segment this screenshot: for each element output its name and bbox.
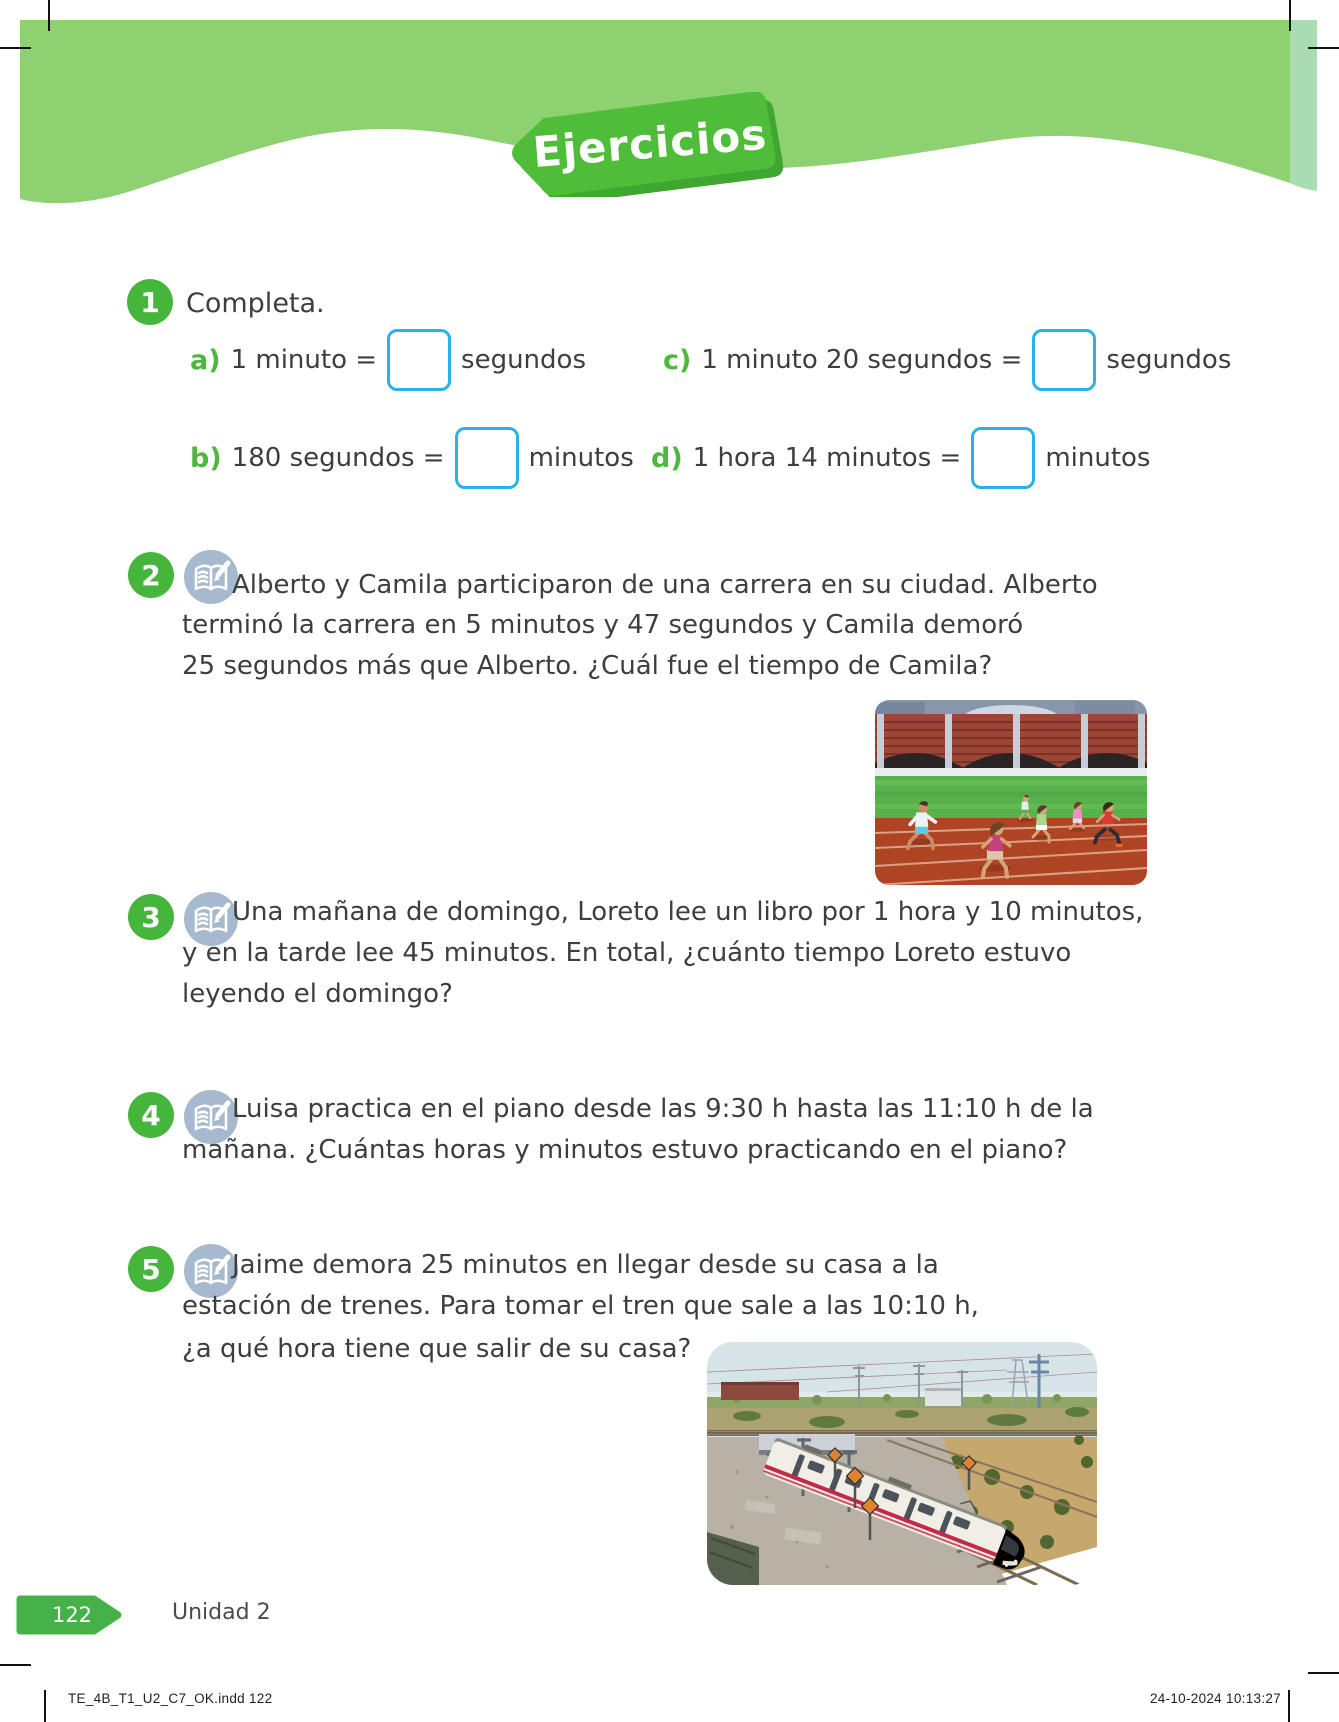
exercise-2-line: Alberto y Camila participaron de una carrera en su ciudad. Alberto <box>232 570 1098 600</box>
answer-box-a[interactable] <box>387 329 451 391</box>
exercise-5-line: Jaime demora 25 minutos en llegar desde su casa a la <box>232 1250 939 1280</box>
crop-mark <box>48 0 50 31</box>
exercise-4-number: 4 <box>128 1092 174 1138</box>
item-d-text-before: 1 hora 14 minutos = <box>692 443 962 473</box>
item-a-text-after: segundos <box>461 345 586 375</box>
exercise1-item-b <box>190 424 634 492</box>
print-file-label: TE_4B_T1_U2_C7_OK.indd 122 <box>68 1691 273 1706</box>
page-number-pennant <box>14 1595 154 1635</box>
answer-box-d[interactable] <box>971 427 1035 489</box>
item-c-text-after: segundos <box>1106 345 1232 375</box>
exercise1-item-a <box>190 326 586 394</box>
exercise-4-line: Luisa practica en el piano desde las 9:30 h hasta las 11:10 h de la <box>232 1094 1094 1124</box>
exercise-3-number: 3 <box>128 894 174 940</box>
exercise-3-line: y en la tarde lee 45 minutos. En total, ¿cuánto tiempo Loreto estuvo <box>182 938 1072 968</box>
commuter-train-photo <box>707 1342 1097 1585</box>
answer-box-b[interactable] <box>455 427 519 489</box>
children-running-race-photo <box>875 700 1147 885</box>
exercise1-item-d <box>651 424 1150 492</box>
exercise-3-line: Una mañana de domingo, Loreto lee un libro por 1 hora y 10 minutos, <box>232 897 1144 927</box>
crop-mark <box>1308 1672 1339 1674</box>
item-b-text-before: 180 segundos = <box>231 443 445 473</box>
open-book-pencil-icon <box>184 550 238 604</box>
page-number: 122 <box>51 1603 93 1627</box>
crop-mark <box>1288 1690 1290 1722</box>
exercise1-item-c <box>663 326 1231 394</box>
item-letter-d: d) <box>651 442 683 474</box>
exercise-5-line: ¿a qué hora tiene que salir de su casa? <box>182 1334 692 1364</box>
item-c-text-before: 1 minuto 20 segundos = <box>701 345 1023 375</box>
exercise-4-line: mañana. ¿Cuántas horas y minutos estuvo practicando en el piano? <box>182 1135 1068 1165</box>
exercise-2-line: terminó la carrera en 5 minutos y 47 segundos y Camila demoró <box>182 610 1024 640</box>
exercise-1-number: 1 <box>127 279 173 325</box>
crop-mark <box>0 47 31 49</box>
exercise-5-line: estación de trenes. Para tomar el tren que sale a las 10:10 h, <box>182 1291 979 1321</box>
crop-mark <box>0 1664 31 1666</box>
unit-label: Unidad 2 <box>172 1600 271 1625</box>
print-timestamp: 24-10-2024 10:13:27 <box>1149 1691 1281 1706</box>
crop-mark <box>1308 47 1339 49</box>
exercise-3-line: leyendo el domingo? <box>182 979 453 1009</box>
item-d-text-after: minutos <box>1045 443 1151 473</box>
exercise-5-number: 5 <box>128 1246 174 1292</box>
item-b-text-after: minutos <box>528 443 634 473</box>
badge-title: Ejercicios <box>531 109 769 177</box>
item-a-text-before: 1 minuto = <box>230 345 378 375</box>
crop-mark <box>44 1690 46 1722</box>
exercise-1-instruction: Completa. <box>186 288 325 319</box>
item-letter-b: b) <box>190 442 222 474</box>
item-letter-a: a) <box>190 344 221 376</box>
item-letter-c: c) <box>663 344 692 376</box>
exercise-2-number: 2 <box>128 552 174 598</box>
ejercicios-badge <box>498 92 798 197</box>
crop-mark <box>1289 0 1291 31</box>
answer-box-c[interactable] <box>1032 329 1096 391</box>
open-book-pencil-icon <box>184 1244 238 1298</box>
exercise-2-line: 25 segundos más que Alberto. ¿Cuál fue el tiempo de Camila? <box>182 651 993 681</box>
header-band-edge <box>1290 20 1317 191</box>
